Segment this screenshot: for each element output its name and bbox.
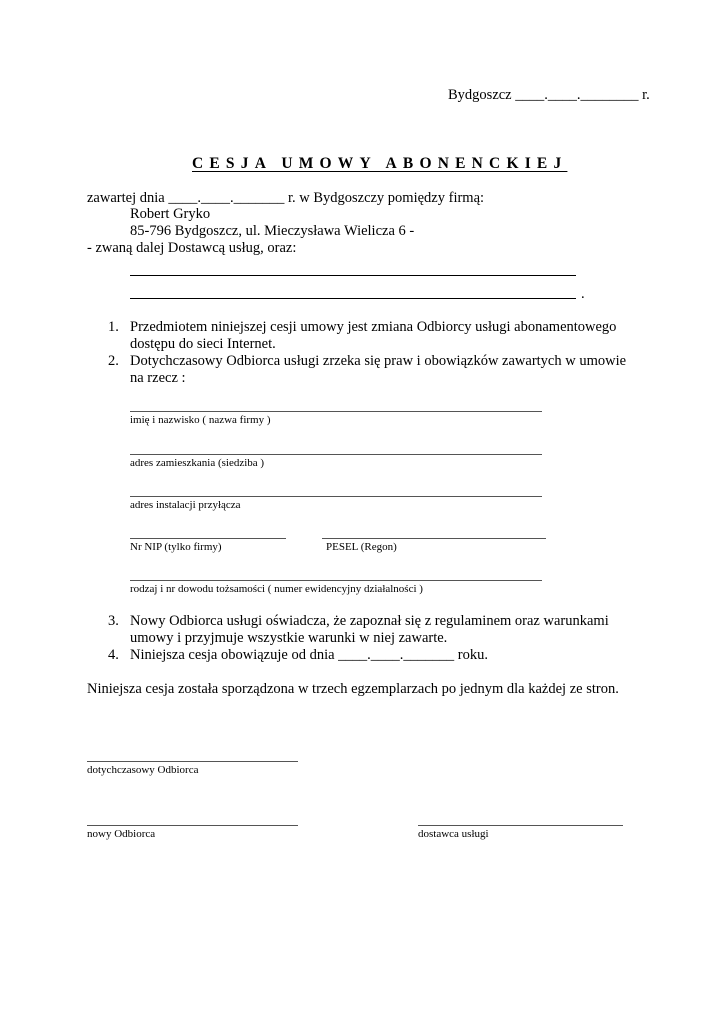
item-text: dostępu do sieci Internet. xyxy=(130,336,276,352)
name-field-label: imię i nazwisko ( nazwa firmy ) xyxy=(130,414,271,426)
id-doc-field-line[interactable] xyxy=(130,580,542,581)
item-text: na rzecz : xyxy=(130,370,186,386)
supplier-name: Robert Gryko xyxy=(130,206,211,222)
pesel-field-label: PESEL (Regon) xyxy=(326,541,397,553)
previous-recipient-label: dotychczasowy Odbiorca xyxy=(87,764,199,776)
new-recipient-label: nowy Odbiorca xyxy=(87,828,156,840)
item-text: Dotychczasowy Odbiorca usługi zrzeka się praw i obowiązków zawartych w umowie xyxy=(130,353,627,369)
nip-field-line[interactable] xyxy=(130,538,286,539)
item-text: Przedmiotem niniejszej cesji umowy jest zmiana Odbiorcy usługi abonamentowego xyxy=(130,319,617,335)
id-doc-field-label: rodzaj i nr dowodu tożsamości ( numer ewidencyjny działalności ) xyxy=(130,583,423,595)
item-number: 1. xyxy=(108,319,119,335)
pesel-field-line[interactable] xyxy=(322,538,546,539)
supplier-signature-line[interactable] xyxy=(418,825,623,826)
item-text: Niniejsza cesja obowiązuje od dnia ____.____._______ roku. xyxy=(130,647,488,663)
party-blank-line-2[interactable] xyxy=(130,298,576,299)
supplier-label: dostawca usługi xyxy=(418,828,489,840)
item-text: Nowy Odbiorca usługi oświadcza, że zapoznał się z regulaminem oraz warunkami xyxy=(130,613,609,629)
previous-recipient-signature-line[interactable] xyxy=(87,761,298,762)
install-address-field-line[interactable] xyxy=(130,496,542,497)
party-blank-line-1[interactable] xyxy=(130,275,576,276)
place-date: Bydgoszcz ____.____.________ r. xyxy=(448,87,650,103)
item-number: 3. xyxy=(108,613,119,629)
supplier-address: 85-796 Bydgoszcz, ul. Mieczysława Wielicza 6 - xyxy=(130,223,415,239)
name-field-line[interactable] xyxy=(130,411,542,412)
address-field-line[interactable] xyxy=(130,454,542,455)
intro-line: zawartej dnia ____.____._______ r. w Bydgoszczy pomiędzy firmą: xyxy=(87,190,485,206)
nip-field-label: Nr NIP (tylko firmy) xyxy=(130,541,222,553)
party-line-period: . xyxy=(581,286,585,302)
supplier-role: - zwaną dalej Dostawcą usług, oraz: xyxy=(87,240,297,256)
item-number: 4. xyxy=(108,647,119,663)
install-address-field-label: adres instalacji przyłącza xyxy=(130,499,241,511)
document-title: CESJA UMOWY ABONENCKIEJ xyxy=(192,155,568,172)
item-text: umowy i przyjmuje wszystkie warunki w niej zawarte. xyxy=(130,630,448,646)
item-number: 2. xyxy=(108,353,119,369)
address-field-label: adres zamieszkania (siedziba ) xyxy=(130,457,265,469)
new-recipient-signature-line[interactable] xyxy=(87,825,298,826)
closing-statement: Niniejsza cesja została sporządzona w trzech egzemplarzach po jednym dla każdej ze stron. xyxy=(87,681,619,697)
